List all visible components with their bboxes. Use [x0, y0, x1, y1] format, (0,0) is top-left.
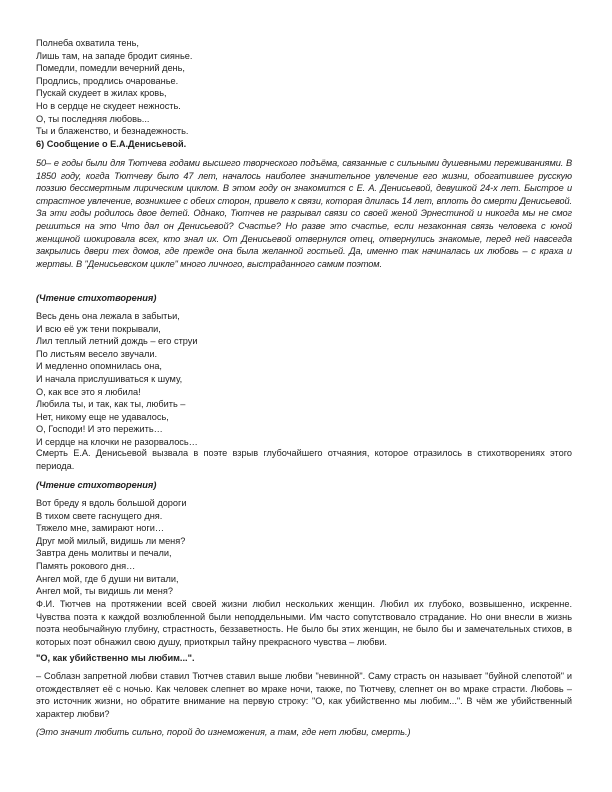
poem-line: И начала прислушиваться к шуму,: [36, 373, 183, 384]
closing-note: (Это значит любить сильно, порой до изнеможения, а там, где нет любви, смерть.): [36, 727, 411, 737]
poem-line: Друг мой милый, видишь ли меня?: [36, 535, 186, 546]
poem-line: Полнеба охватила тень,: [36, 38, 139, 48]
poem-line: О, Господи! И это пережить…: [36, 424, 163, 435]
death-paragraph: Смерть Е.А. Денисьевой вызвала в поэте взрыв глубочайшего отчаяния, которое отразилось в стихотворениях этого периода.: [36, 448, 572, 471]
poem-along-the-road: [36, 497, 572, 598]
poem-line: Лил теплый летний дождь – его струи: [36, 336, 198, 347]
poem-line: Весь день она лежала в забытьи,: [36, 311, 180, 321]
quote-heading: "О, как убийственно мы любим...".: [36, 653, 195, 663]
poem-line: Продлись, продлись очарованье.: [36, 75, 179, 86]
analysis-paragraph: – Соблазн запретной любви ставил Тютчев ставил выше любви "невинной". Саму страсть он называет "буйной слепотой" и отождествляет её с ночью. Как человек слепнет во мраке ночи, также, по Тютчеву, слепнет он во мраке страсти. Любовь – это источник жизни, но обратите внимание на первую строку: "О, как убийственно мы любим...". В чём же убийственный характер любви?: [36, 671, 572, 719]
poem-line: Ангел мой, ты видишь ли меня?: [36, 586, 173, 597]
poem-line: О, ты последняя любовь...: [36, 113, 150, 124]
poem-line: Вот бреду я вдоль большой дороги: [36, 498, 187, 508]
poem-line: Помедли, помедли вечерний день,: [36, 63, 185, 74]
poem-line: И медленно опомнилась она,: [36, 361, 162, 372]
loves-paragraph: Ф.И. Тютчев на протяжении всей своей жизни любил нескольких женщин. Любил их глубоко, возвышенно, искренне. Чувства поэта к каждой возлюбленной были неподдельными. Им часто сопутствовало страдание. Но они внесли в жизнь поэта необычайную глубину, страстность, беззаветность. Не было бы этих женщин, не было бы и замечательных стихов, в которых поэт обнажил свою душу, приоткрыл тайну прекрасного чувства – любви.: [36, 599, 572, 647]
poem-line: И всю её уж тени покрывали,: [36, 323, 161, 334]
poem-line: Пускай скудеет в жилах кровь,: [36, 88, 167, 99]
section-heading: 6) Сообщение о Е.А.Денисьевой.: [36, 139, 187, 149]
poem-line: Нет, никому еще не удавалось,: [36, 411, 169, 422]
poem-line: Тяжело мне, замирают ноги…: [36, 523, 165, 534]
poem-whole-day: [36, 310, 572, 449]
reading-label: (Чтение стихотворения): [36, 480, 157, 490]
poem-line: И сердце на клочки не разорвалось…: [36, 436, 198, 447]
poem-line: Ты и блаженство, и безнадежность.: [36, 126, 189, 137]
poem-line: В тихом свете гаснущего дня.: [36, 510, 163, 521]
poem-line: Но в сердце не скудеет нежность.: [36, 100, 181, 111]
poem-line: Завтра день молитвы и печали,: [36, 548, 172, 559]
reading-label: (Чтение стихотворения): [36, 293, 157, 303]
poem-line: Любила ты, и так, как ты, любить –: [36, 399, 186, 410]
intro-paragraph: 50– е годы были для Тютчева годами высшего творческого подъёма, связанные с сильными душевными переживаниями. В 1850 году, когда Тютчеву было 47 лет, началось наиболее значительное увлечение его жизни, обогатившее русскую поэзию бессмертным лирическим циклом. В этом году он знакомится с Е. А. Денисьевой, девушкой 24-х лет. Быстрое и страстное увлечение, возникшее с обеих сторон, привело к связи, которая длилась 14 лет, вплоть до смерти Денисьевой. За эти годы родилось двое детей. Однако, Тютчев не разрывал связи со своей женой Эрнестиной и никогда мы не смог решиться на это Что дал он Денисьевой? Счастье? Но разве это счастье, если незаконная связь человека с юной женщиной шокировала всех, кто знал их. От Денисьевой отвернулся отец, отвернулись знакомые, перед ней навсегда закрылись двери тех домов, где прежде она была желанной гостьей. Да, именно так начиналась их любовь – с краха и жертвы. В "Денисьевском цикле" много личного, выстраданного самим поэтом.: [36, 158, 572, 269]
poem-line: Ангел мой, где б души ни витали,: [36, 573, 179, 584]
poem-line: О, как все это я любила!: [36, 386, 141, 397]
poem-line: Память рокового дня…: [36, 560, 136, 571]
poem-line: По листьям весело звучали.: [36, 348, 158, 359]
poem-line: Лишь там, на западе бродит сиянье.: [36, 50, 193, 61]
poem-last-love: [36, 37, 572, 138]
